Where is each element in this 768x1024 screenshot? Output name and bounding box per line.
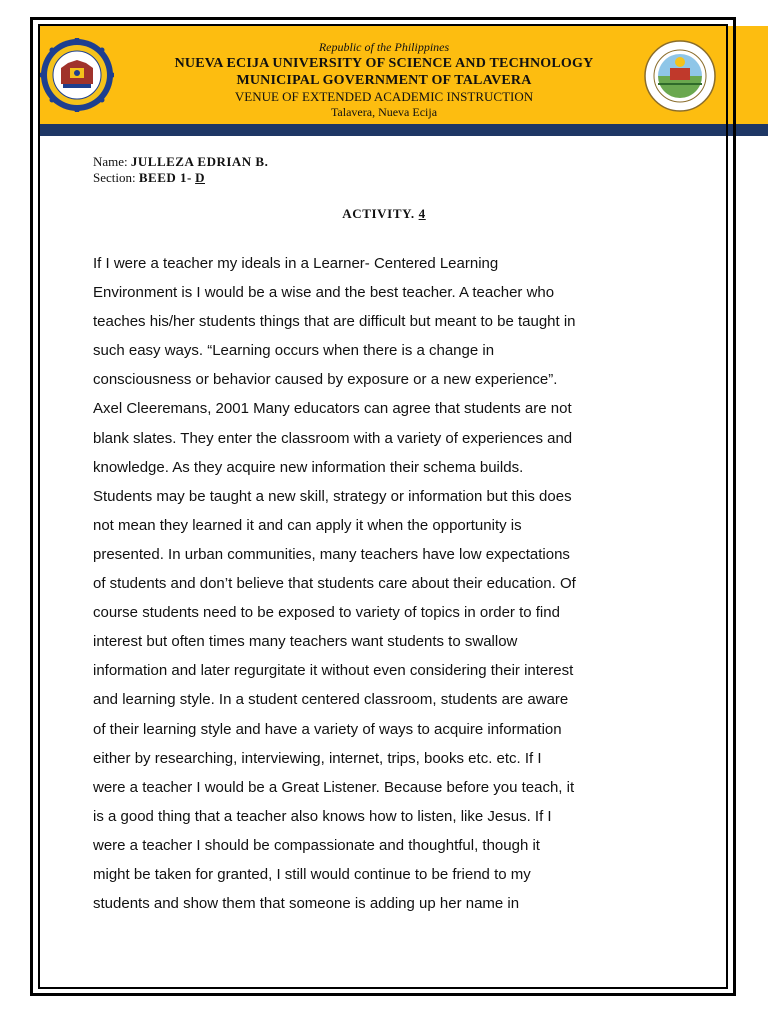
header-republic: Republic of the Philippines [318,40,450,54]
essay-line: students and show them that someone is adding up her name in [93,895,520,913]
header-university: NUEVA ECIJA UNIVERSITY OF SCIENCE AND TECHNOLOGY [174,56,594,71]
essay-line: of students and don’t believe that students care about their education. Of [93,575,576,593]
name-value: JULLEZA EDRIAN B. [130,154,269,169]
essay-line: information and later regurgitate it without even considering their interest [93,662,574,680]
section-row [93,170,268,186]
essay-line: such easy ways. “Learning occurs when there is a change in [93,342,495,360]
essay-line: were a teacher I would be a Great Listener. Because before you teach, it [93,778,575,796]
essay-line: not mean they learned it and can apply it when the opportunity is [93,516,522,534]
essay-body [93,249,673,918]
document-header [120,40,648,120]
essay-line: consciousness or behavior caused by exposure or a new experience”. [93,371,558,389]
university-seal-icon [40,38,114,112]
essay-line: of their learning style and have a variety of ways to acquire information [93,720,562,738]
activity-title [0,206,768,222]
essay-line: Axel Cleeremans, 2001 Many educators can agree that students are not [93,400,572,418]
header-venue: VENUE OF EXTENDED ACADEMIC INSTRUCTION [234,89,534,104]
essay-line: either by researching, interviewing, internet, trips, books etc. etc. If I [93,749,542,767]
essay-line: and learning style. In a student centered classroom, students are aware [93,691,569,709]
essay-line: course students need to be exposed to variety of topics in order to find [93,604,560,622]
municipal-seal-icon [644,40,716,112]
essay-line: is a good thing that a teacher also knows how to listen, like Jesus. If I [93,807,552,825]
essay-line: knowledge. As they acquire new information their schema builds. [93,458,524,476]
name-label: Name: [93,154,128,169]
essay-line: teaches his/her students things that are difficult but meant to be taught in [93,313,576,331]
essay-line: If I were a teacher my ideals in a Learner- Centered Learning [93,255,499,272]
name-row [93,154,268,170]
header-place: Talavera, Nueva Ecija [330,105,438,119]
essay-line: Students may be taught a new skill, strategy or information but this does [93,487,572,505]
essay-line: presented. In urban communities, many teachers have low expectations [93,545,570,563]
activity-label: ACTIVITY. [342,206,415,221]
header-municipal: MUNICIPAL GOVERNMENT OF TALAVERA [236,73,532,88]
section-letter: D [195,170,205,185]
student-info [93,154,268,186]
essay-line: Environment is I would be a wise and the best teacher. A teacher who [93,284,555,302]
section-label: Section: [93,170,136,185]
activity-number: 4 [418,206,426,221]
essay-line: were a teacher I should be compassionate and thoughtful, though it [93,836,540,854]
essay-line: might be taken for granted, I still would continue to be friend to my [93,865,531,883]
essay-line: interest but often times many teachers want students to swallow [93,633,518,651]
section-value: BEED 1- [138,170,192,185]
essay-line: blank slates. They enter the classroom with a variety of experiences and [93,429,573,447]
